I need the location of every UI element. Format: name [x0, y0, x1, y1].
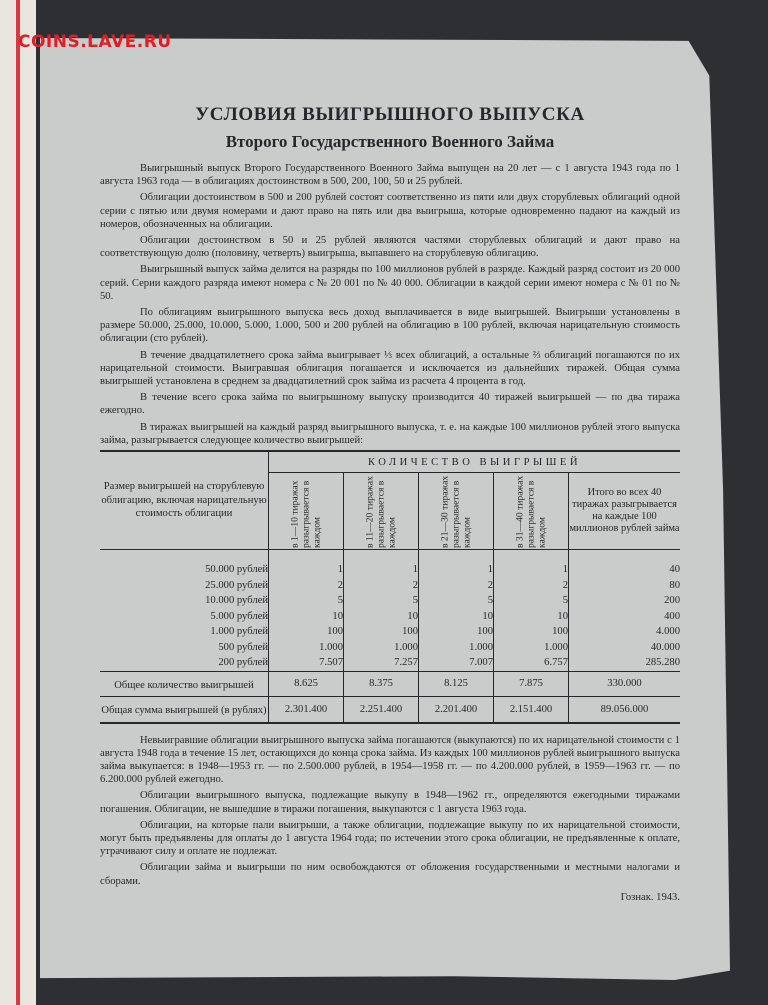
bond-terms-document — [100, 104, 680, 903]
winnings-table — [100, 450, 680, 730]
paragraph: Облигации выигрышного выпуска, подлежащие выкупу в 1948—1962 гг., определяются ежегодными тиражами погашения. Облигации, не вышедшие в тиражи погашения, выкупаются с 1 августа 1963 года. — [100, 790, 680, 815]
printer-imprint: Гознак. 1943. — [620, 891, 680, 903]
column-header-draws-1-10: в 1—10 тиражах разыгрывается в каждом — [269, 473, 344, 550]
paragraph: По облигациям выигрышного выпуска весь доход выплачивается в виде выигрышей. Выигрыши установлены в размере 50.000, 25.000, 10.000, 5.000, 1.000, 500 и 200 рублей на облигацию в 100 рублей, включая нарицательную стоимость облигации (сто рублей). — [100, 307, 680, 345]
paragraph: Облигации займа и выигрыши по ним освобождаются от обложения государственными и местными налогами и сборами. — [100, 862, 680, 887]
paragraph: Облигации достоинством в 500 и 200 рублей состоят соответственно из пяти или двух сторублевых облигаций одной серии с пятью или двумя номерами и дают право на пять или два выигрыша, которые одновременно падают на каждый из номеров, обозначенных на облигации. — [100, 192, 680, 230]
table-row: 10.000 рублей 5 5 5 5 200 — [100, 593, 680, 609]
count-group-header: КОЛИЧЕСТВО ВЫИГРЫШЕЙ — [269, 451, 681, 473]
paragraph: Невыигравшие облигации выигрышного выпуска займа погашаются (выкупаются) по их нарицательной стоимости с 1 августа 1948 года в течение 15 лет, остающихся до конца срока займа. Из каждых 100 миллионов рублей выигрышного выпуска займа выкупается: в 1948—1953 гг. — по 2.500.000 рублей, в 1954—1958 гг. — по 4.200.000 рублей, в 1959—1963 гг. — по 6.200.000 рублей ежегодно. — [100, 734, 680, 786]
paragraph: Облигации достоинством в 50 и 25 рублей являются частями сторублевых облигаций и дают право на соответствующую долю (половину, четверть) выигрыша, выпавшего на сторублевую облигацию. — [100, 235, 680, 260]
table-row: 500 рублей 1.000 1.000 1.000 1.000 40.000 — [100, 640, 680, 656]
table-sum-row: Общая сумма выигрышей (в рублях) 2.301.400 2.251.400 2.201.400 2.151.400 89.056.000 — [100, 697, 680, 723]
table-gap-row — [100, 550, 680, 563]
column-header-total: Итого во всех 40 тиражах разыгрывается на каждые 100 миллионов рублей займа — [569, 487, 680, 535]
paragraph: Облигации, на которые пали выигрыши, а также облигации, подлежащие выкупу по их нарицательной стоимости, могут быть предъявлены для оплаты до 1 августа 1964 года; по истечении этого срока облигации, не предъявленные к оплате, утрачивают силу и оплате не подлежат. — [100, 819, 680, 858]
paragraph: В течение всего срока займа по выигрышному выпуску производится 40 тиражей выигрышей — по два тиража ежегодно. — [100, 392, 680, 417]
table-row: 5.000 рублей 10 10 10 10 400 — [100, 609, 680, 625]
paragraph: В течение двадцатилетнего срока займа выигрывает ⅓ всех облигаций, а остальные ⅔ облигаций погашаются по их нарицательной стоимости. Выигравшая облигация погашается и исключается из дальнейших тиражей. Общая сумма выигрышей установлена в среднем за двадцатилетний срок займа из расчета 4 процента в год. — [100, 349, 680, 388]
column-header-draws-31-40: в 31—40 тиражах разыгрывается в каждом — [494, 473, 569, 550]
album-page-strip — [0, 0, 36, 1005]
size-column-header: Размер выигрышей на сторублевую облигацию, включая нарицательную стоимость облигации — [100, 451, 269, 550]
table-header-row — [100, 451, 680, 473]
table-row: 25.000 рублей 2 2 2 2 80 — [100, 578, 680, 594]
table-row: 50.000 рублей 1 1 1 1 40 — [100, 562, 680, 578]
column-header-draws-11-20: в 11—20 тиражах разыгрывается в каждом — [344, 473, 419, 550]
table-row: 200 рублей 7.507 7.257 7.007 6.757 285.280 — [100, 655, 680, 671]
document-title: УСЛОВИЯ ВЫИГРЫШНОГО ВЫПУСКА — [195, 104, 585, 125]
document-subtitle: Второго Государственного Военного Займа — [225, 132, 555, 151]
column-header-draws-21-30: в 21—30 тиражах разыгрывается в каждом — [419, 473, 494, 550]
paragraph: Выигрышный выпуск займа делится на разряды по 100 миллионов рублей в разряде. Каждый разряд состоит из 20 000 серий. Серии каждого разряда имеют номера с № 20 001 по № 40 000. Облигации в каждой серии имеют номера с № 01 по № 50. — [100, 264, 680, 302]
paragraph: Выигрышный выпуск Второго Государственного Военного Займа выпущен на 20 лет — с 1 августа 1943 года по 1 августа 1963 года — в облигациях достоинством в 500, 200, 100, 50 и 25 рублей. — [100, 163, 680, 188]
album-red-line — [16, 0, 20, 1005]
table-row: 1.000 рублей 100 100 100 100 4.000 — [100, 624, 680, 640]
table-count-row: Общее количество выигрышей 8.625 8.375 8.125 7.875 330.000 — [100, 671, 680, 697]
paragraph: В тиражах выигрышей на каждый разряд выигрышного выпуска, т. е. на каждые 100 миллионов рублей этого выпуска займа, разыгрывается следующее количество выигрышей: — [100, 421, 680, 446]
table-bottom-rule — [100, 723, 680, 730]
site-watermark: COINS.LAVE.RU — [18, 32, 172, 52]
